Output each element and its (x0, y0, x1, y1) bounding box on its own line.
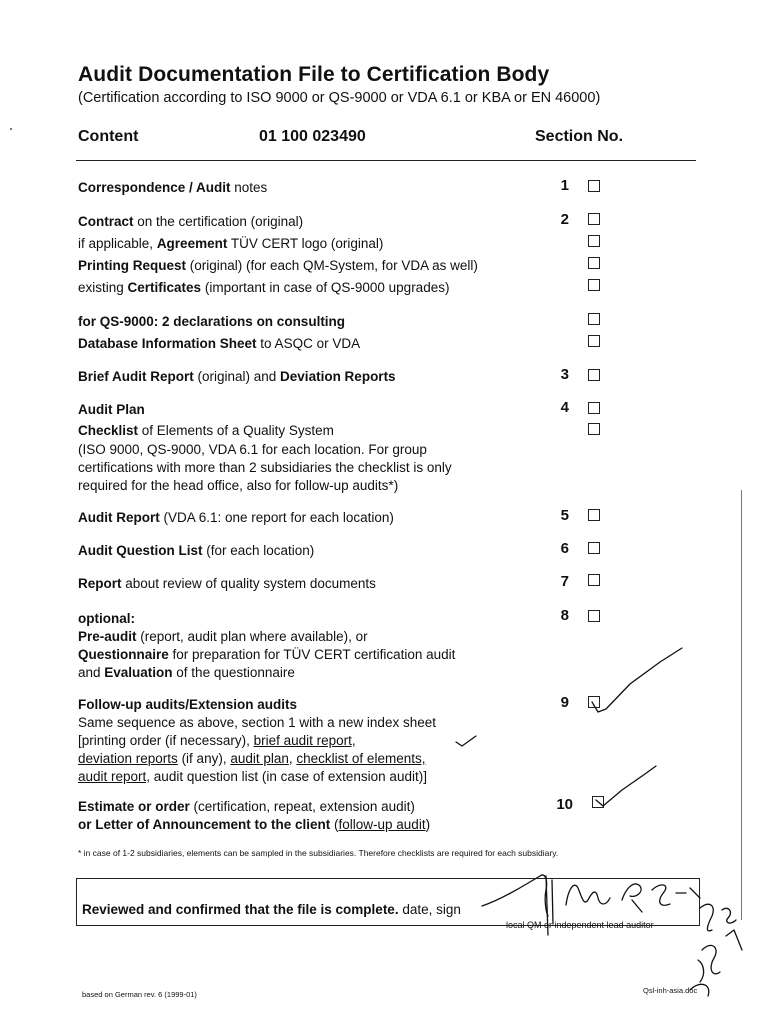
date-stroke-icon (700, 904, 713, 931)
item-contract: Contract on the certification (original) (78, 214, 304, 229)
item-certificates: existing Certificates (important in case of QS-9000 upgrades) (78, 280, 450, 295)
followup-detail-line: deviation reports (if any), audit plan, checklist of elements, (78, 751, 426, 766)
signature-stroke-icon (482, 875, 548, 916)
signature-caption: local QM or independent lead auditor (506, 920, 654, 930)
checklist-detail-line: (ISO 9000, QS-9000, VDA 6.1 for each location. For group (78, 442, 427, 457)
section-number-8: 8 (560, 607, 569, 624)
review-confirmation-text: Reviewed and confirmed that the file is complete. date, sign (82, 902, 461, 917)
item-audit-report: Audit Report (VDA 6.1: one report for each location) (78, 510, 394, 525)
section-number-5: 5 (560, 507, 569, 524)
section-number-6: 6 (560, 540, 569, 557)
section-number-2: 2 (560, 211, 569, 228)
signature-stroke-icon (652, 885, 700, 905)
date-stroke-icon (698, 960, 704, 982)
item-database-sheet: Database Information Sheet to ASQC or VDA (78, 336, 361, 351)
checkmark-9-icon (592, 648, 682, 712)
item-optional: optional: (78, 611, 135, 626)
signature-stroke-icon (566, 885, 610, 905)
section-number-10: 10 (556, 796, 573, 813)
estimate-letter-line: or Letter of Announcement to the client (follow-up audit) (78, 817, 431, 832)
followup-detail-line: [printing order (if necessary), brief audit report, (78, 733, 356, 748)
date-stroke-icon (722, 908, 736, 923)
followup-detail-line: audit report, audit question list (in case of extension audit)] (78, 769, 427, 784)
date-stroke-icon (690, 984, 709, 996)
item-agreement: if applicable, Agreement TÜV CERT logo (original) (78, 236, 384, 251)
checklist-detail-line: certifications with more than 2 subsidiaries the checklist is only (78, 460, 452, 475)
revision-note: based on German rev. 6 (1999-01) (82, 990, 197, 999)
optional-evaluation: and Evaluation of the questionnaire (78, 665, 295, 680)
section-number-4: 4 (560, 399, 569, 416)
item-checklist: Checklist of Elements of a Quality System (78, 423, 334, 438)
date-stroke-icon (702, 945, 720, 973)
section-number-3: 3 (560, 366, 569, 383)
item-audit-plan: Audit Plan (78, 402, 145, 417)
footnote: * in case of 1-2 subsidiaries, elements can be sampled in the subsidiaries. Therefore checklists are required for each subsidiary. (78, 848, 559, 858)
section-header: Section No. (535, 128, 624, 145)
document-subtitle: (Certification according to ISO 9000 or QS-9000 or VDA 6.1 or KBA or EN 46000) (78, 90, 601, 106)
item-correspondence: Correspondence / Audit notes (78, 180, 268, 195)
file-name: Qsl-inh-asia.doc (643, 986, 698, 995)
document-title: Audit Documentation File to Certification Body (78, 63, 550, 86)
section-number-7: 7 (560, 573, 569, 590)
checklist-detail-line: required for the head office, also for follow-up audits*) (78, 478, 399, 493)
item-review-report: Report about review of quality system documents (78, 576, 376, 591)
tick-mark-icon (456, 736, 476, 746)
item-follow-up-audits: Follow-up audits/Extension audits (78, 697, 298, 712)
signature-stroke-icon (622, 884, 642, 912)
optional-questionnaire: Questionnaire for preparation for TÜV CERT certification audit (78, 647, 456, 662)
checkmark-10-icon (596, 766, 656, 806)
item-qs9000-declarations: for QS-9000: 2 declarations on consulting (78, 314, 346, 329)
content-header: Content (78, 128, 139, 145)
optional-pre-audit: Pre-audit (report, audit plan where available), or (78, 629, 368, 644)
signature-stroke-icon (552, 880, 553, 924)
item-audit-question-list: Audit Question List (for each location) (78, 543, 315, 558)
section-number-9: 9 (560, 694, 569, 711)
item-printing-request: Printing Request (original) (for each QM-System, for VDA as well) (78, 258, 478, 273)
item-estimate-or-order: Estimate or order (certification, repeat, extension audit) (78, 799, 415, 814)
date-stroke-icon (726, 930, 742, 950)
followup-detail-line: Same sequence as above, section 1 with a new index sheet (78, 715, 436, 730)
section-number-1: 1 (560, 177, 569, 194)
file-number: 01 100 023490 (259, 128, 366, 145)
item-brief-audit-report: Brief Audit Report (original) and Deviation Reports (78, 369, 396, 384)
